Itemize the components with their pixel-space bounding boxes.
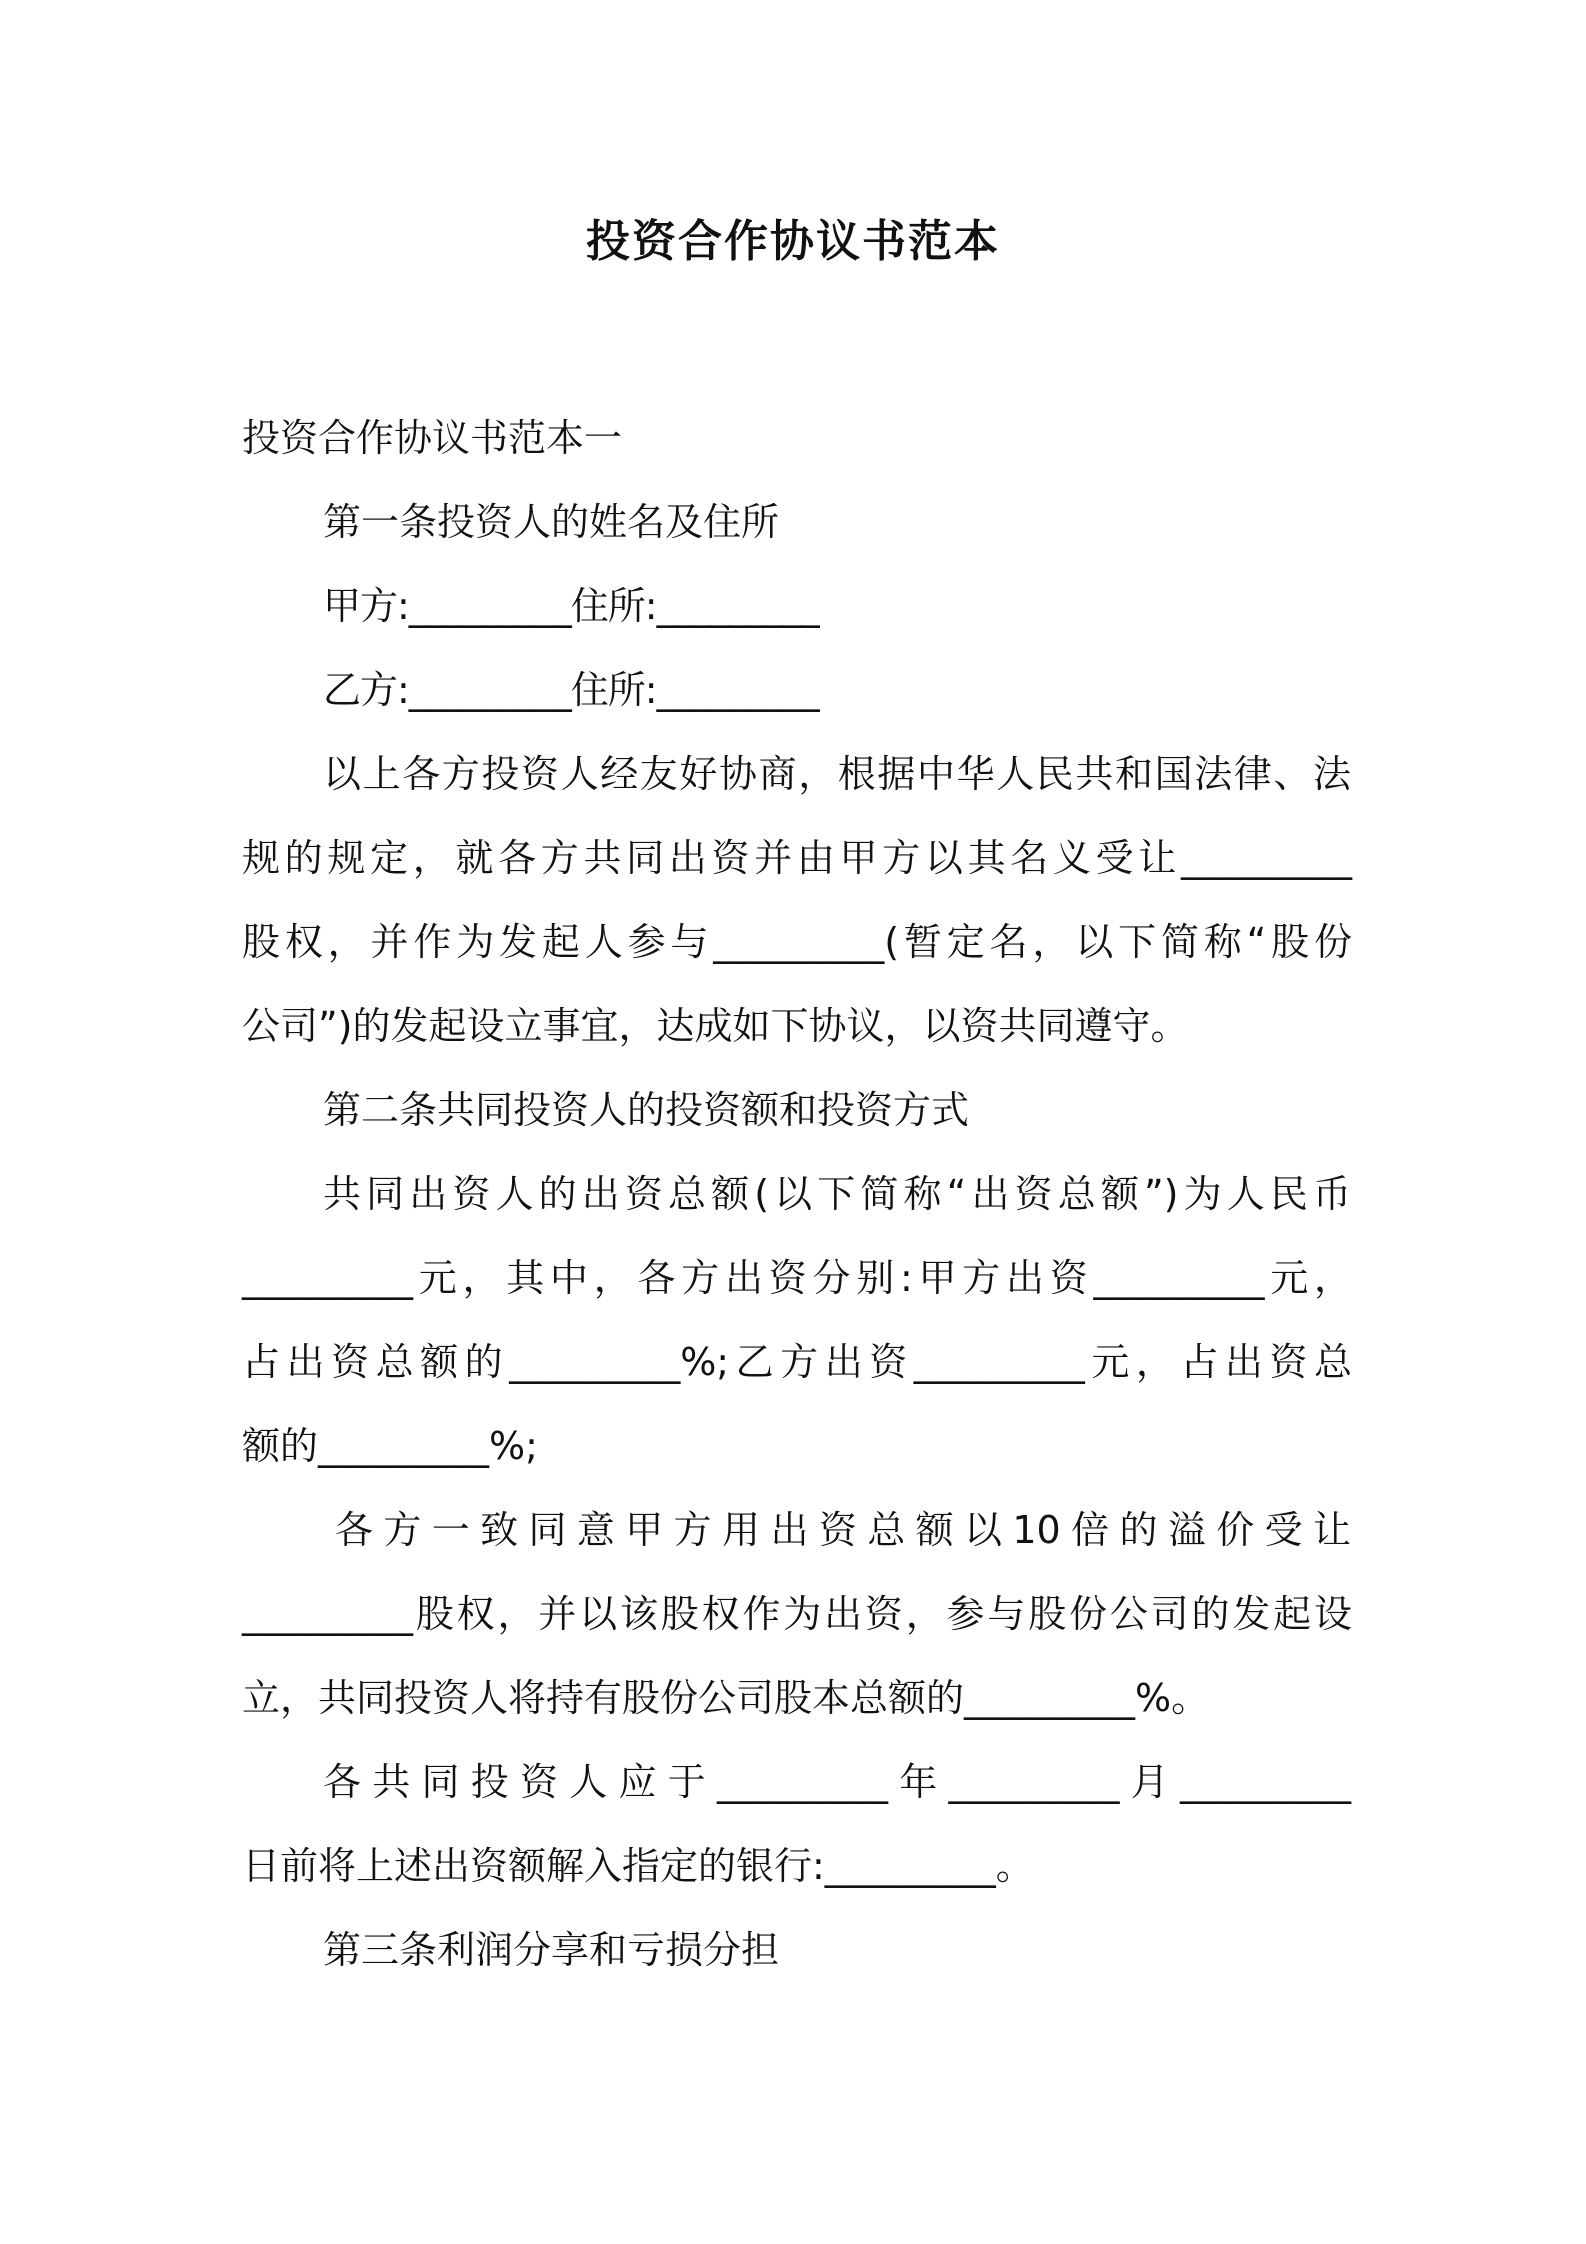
paragraph-line: 以上各方投资人经友好协商，根据中华人民共和国法律、法 [323, 752, 1351, 796]
paragraph-line: 共同出资人的出资总额(以下简称“出资总额”)为人民币 [323, 1172, 1351, 1216]
paragraph-line: 占出资总额的_________%;乙方出资_________元，占出资总 [242, 1340, 1352, 1384]
paragraph-line: 公司”)的发起设立事宜，达成如下协议，以资共同遵守。 [242, 1004, 1189, 1048]
paragraph-line: 额的_________%; [242, 1424, 538, 1468]
paragraph-line: 各方一致同意甲方用出资总额以10倍的溢价受让 [335, 1508, 1351, 1552]
paragraph-line: _________股权，并以该股权作为出资，参与股份公司的发起设 [242, 1592, 1352, 1636]
paragraph-line: 各共同投资人应于_________年_________月_________ [323, 1760, 1351, 1804]
party-a-line: 甲方:_________住所:_________ [323, 584, 819, 628]
paragraph-line: 立，共同投资人将持有股份公司股本总额的_________%。 [242, 1676, 1210, 1720]
paragraph-line: 日前将上述出资额解入指定的银行:_________。 [242, 1844, 1034, 1888]
party-b-line: 乙方:_________住所:_________ [323, 668, 819, 712]
document-title: 投资合作协议书范本 [586, 216, 1000, 267]
section-heading-version: 投资合作协议书范本一 [242, 416, 623, 460]
paragraph-line: 规的规定，就各方共同出资并由甲方以其名义受让_________ [242, 836, 1352, 880]
article-2-heading: 第二条共同投资人的投资额和投资方式 [323, 1088, 970, 1132]
article-3-heading: 第三条利润分享和亏损分担 [323, 1928, 780, 1972]
paragraph-line: 股权，并作为发起人参与_________(暂定名，以下简称“股份 [242, 920, 1352, 964]
article-1-heading: 第一条投资人的姓名及住所 [323, 500, 780, 544]
paragraph-line: _________元，其中，各方出资分别:甲方出资_________元， [242, 1256, 1352, 1300]
